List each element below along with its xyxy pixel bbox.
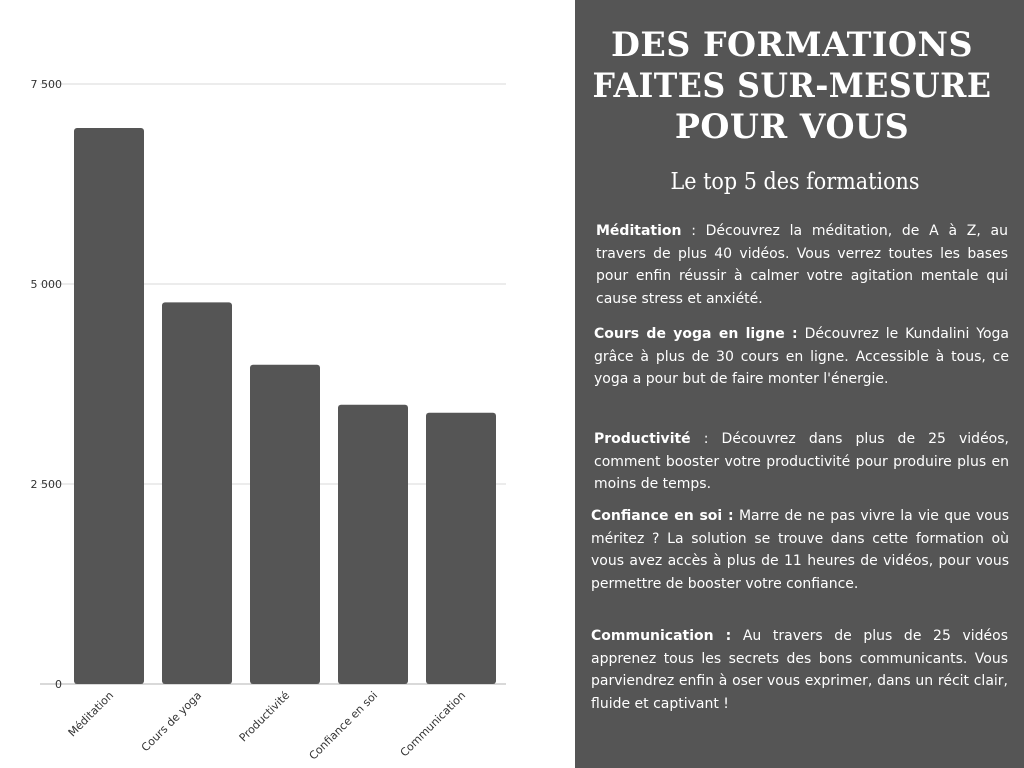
formation-confiance bbox=[591, 505, 1009, 595]
formation-name: Communication : bbox=[591, 628, 732, 644]
y-tick-label: 7 500 bbox=[30, 78, 62, 91]
formation-name: Confiance en soi : bbox=[591, 508, 734, 524]
formation-separator bbox=[798, 326, 805, 342]
bar bbox=[74, 128, 144, 684]
bar bbox=[162, 302, 232, 684]
formation-name: Cours de yoga en ligne : bbox=[594, 326, 798, 342]
x-tick-label: Méditation bbox=[65, 688, 117, 740]
x-tick-label: Cours de yoga bbox=[138, 688, 205, 755]
formation-name: Productivité bbox=[594, 431, 691, 447]
formation-productivite bbox=[594, 428, 1009, 496]
bar bbox=[338, 405, 408, 684]
title-line-3: POUR VOUS bbox=[674, 107, 910, 147]
formation-separator: : bbox=[681, 223, 706, 239]
formation-name: Méditation bbox=[596, 223, 682, 239]
x-tick-label: Confiance en soi bbox=[306, 688, 381, 763]
formation-description: Marre de ne pas vivre la vie que vous méritez ? La solution se trouve dans cette formation où vous avez accès à plus de 11 heures de vidéos, pour vous permettre de booster votre confiance. bbox=[591, 508, 1009, 592]
x-tick-label: Productivité bbox=[236, 688, 293, 745]
formation-yoga bbox=[594, 323, 1009, 391]
formation-description: Au travers de plus de 25 vidéos apprenez tous les secrets des bons communicants. Vous parviendrez enfin à oser vous exprimer, dans un récit clair, fluide et captivant ! bbox=[591, 628, 1008, 712]
title-line-1: DES FORMATIONS bbox=[610, 25, 974, 65]
formation-description: Découvrez le Kundalini Yoga grâce à plus de 30 cours en ligne. Accessible à tous, ce yoga a pour but de faire monter l'énergie. bbox=[594, 326, 1010, 387]
bar bbox=[250, 365, 320, 684]
info-panel bbox=[575, 0, 1024, 768]
formation-separator: : bbox=[690, 431, 722, 447]
formation-meditation bbox=[596, 220, 1008, 310]
title-line-2: FAITES SUR-MESURE bbox=[592, 66, 992, 106]
y-tick-label: 5 000 bbox=[30, 278, 62, 291]
y-tick-label: 0 bbox=[55, 678, 62, 691]
formation-separator bbox=[731, 628, 743, 644]
y-tick-label: 2 500 bbox=[30, 478, 62, 491]
x-tick-label: Communication bbox=[397, 688, 469, 760]
formation-description: Découvrez la méditation, de A à Z, au travers de plus 40 vidéos. Vous verrez toutes les bases pour enfin réussir à calmer votre agitation mentale qui cause stress et anxiété. bbox=[596, 223, 1008, 307]
bar bbox=[426, 413, 496, 684]
subtitle: Le top 5 des formations bbox=[670, 169, 920, 195]
formation-communication bbox=[591, 625, 1008, 715]
formation-description: Découvrez dans plus de 25 vidéos, comment booster votre productivité pour produire plus en moins de temps. bbox=[594, 431, 1009, 492]
